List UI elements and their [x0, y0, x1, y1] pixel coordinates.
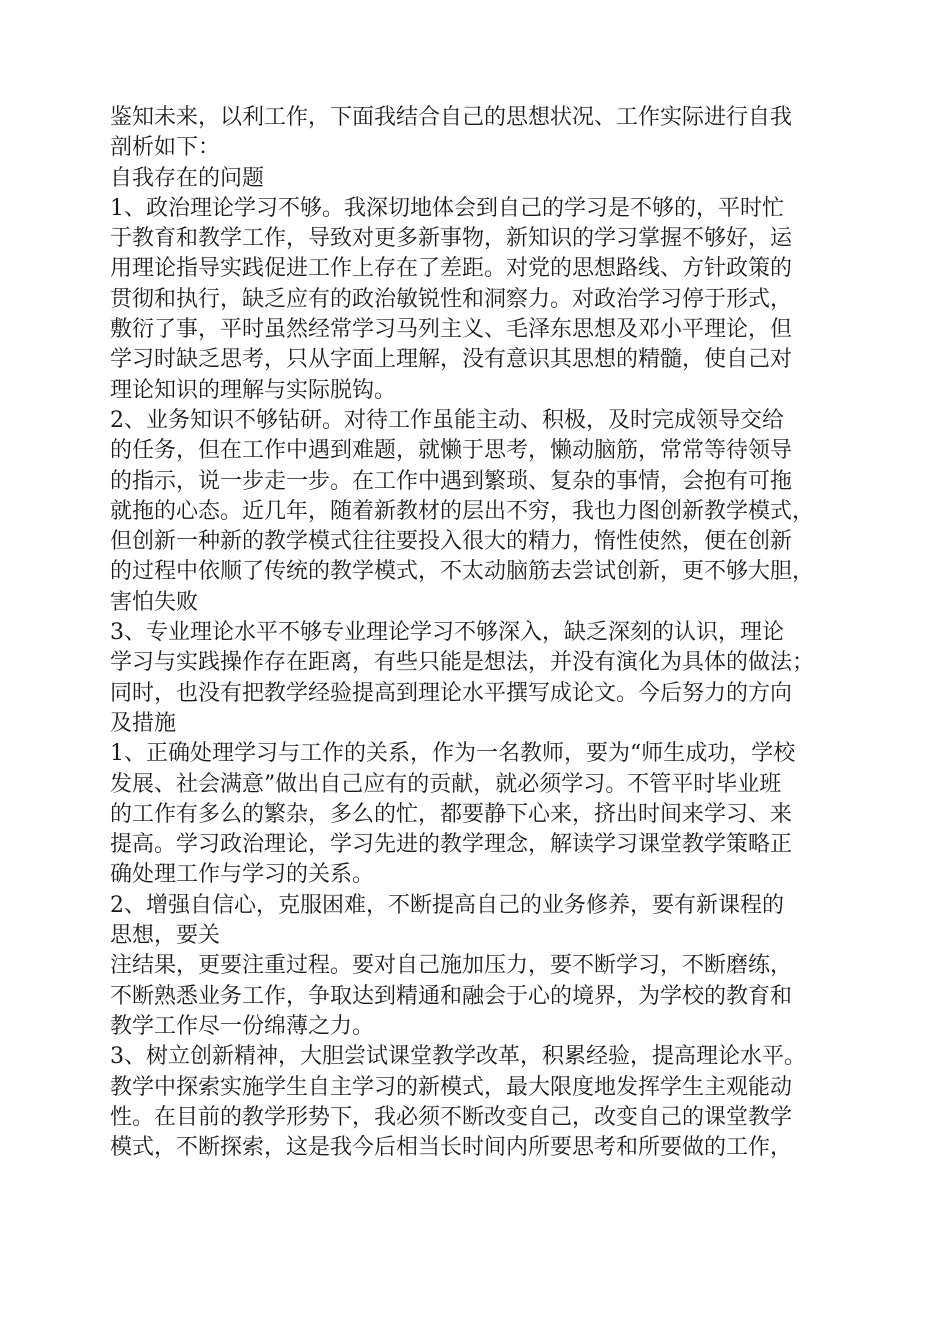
text-line: 理论知识的理解与实际脱钩。	[110, 377, 397, 403]
text-line: 教学工作尽一份绵薄之力。	[110, 1013, 375, 1039]
text-line: 思想，要关	[110, 923, 221, 949]
text-line: 教学中探索实施学生自主学习的新模式，最大限度地发挥学生主观能动	[110, 1074, 793, 1100]
text-line: 模式，不断探索，这是我今后相当长时间内所要思考和所要做的工作，	[110, 1135, 793, 1161]
text-line: 贯彻和执行，缺乏应有的政治敏锐性和洞察力。对政治学习停于形式，	[110, 286, 793, 312]
text-line: 学习时缺乏思考，只从字面上理解，没有意识其思想的精髓，使自己对	[110, 347, 793, 373]
text-line: 确处理工作与学习的关系。	[110, 862, 375, 888]
text-line: 的过程中依顺了传统的教学模式，不太动脑筋去尝试创新，更不够大胆，	[110, 559, 815, 585]
text-line: 的指示，说一步走一步。在工作中遇到繁琐、复杂的事情，会抱有可拖	[110, 468, 793, 494]
text-line: 2、业务知识不够钻研。对待工作虽能主动、积极，及时完成领导交给	[110, 407, 784, 433]
text-line: 3、树立创新精神，大胆尝试课堂教学改革，积累经验，提高理论水平。	[110, 1044, 806, 1070]
text-line: 同时，也没有把教学经验提高到理论水平撰写成论文。今后努力的方向	[110, 680, 793, 706]
document-body	[110, 103, 845, 1163]
text-line: 学习与实践操作存在距离，有些只能是想法，并没有演化为具体的做法；	[110, 650, 815, 676]
section-heading: 自我存在的问题	[110, 165, 265, 191]
text-line: 的任务，但在工作中遇到难题，就懒于思考，懒动脑筋，常常等待领导	[110, 438, 793, 464]
text-line: 于教育和教学工作，导致对更多新事物，新知识的学习掌握不够好，运	[110, 226, 793, 252]
text-line: 1、正确处理学习与工作的关系，作为一名教师，要为“师生成功，学校	[110, 741, 796, 767]
text-line: 敷衍了事，平时虽然经常学习马列主义、毛泽东思想及邓小平理论，但	[110, 317, 793, 343]
text-line: 3、专业理论水平不够专业理论学习不够深入，缺乏深刻的认识，理论	[110, 620, 784, 646]
text-line: 就拖的心态。近几年，随着新教材的层出不穷，我也力图创新教学模式，	[110, 498, 815, 524]
text-line: 性。在目前的教学形势下，我必须不断改变自己，改变自己的课堂教学	[110, 1104, 793, 1130]
text-line: 鉴知未来，以利工作，下面我结合自己的思想状况、工作实际进行自我	[110, 105, 793, 130]
text-line: 的工作有多么的繁杂，多么的忙，都要静下心来，挤出时间来学习、来	[110, 801, 793, 827]
text-line: 但创新一种新的教学模式往往要投入很大的精力，惰性使然，便在创新	[110, 529, 793, 555]
text-line: 用理论指导实践促进工作上存在了差距。对党的思想路线、方针政策的	[110, 256, 793, 282]
text-line: 提高。学习政治理论，学习先进的教学理念，解读学习课堂教学策略正	[110, 832, 793, 858]
text-line: 2、增强自信心，克服困难，不断提高自己的业务修养，要有新课程的	[110, 892, 784, 918]
text-line: 害怕失败	[110, 589, 199, 615]
text-line: 发展、社会满意”做出自己应有的贡献，就必须学习。不管平时毕业班	[110, 771, 782, 797]
text-line: 剖析如下：	[110, 135, 221, 161]
section-heading: 及措施	[110, 710, 177, 736]
text-line: 1、政治理论学习不够。我深切地体会到自己的学习是不够的，平时忙	[110, 195, 784, 221]
text-line: 注结果，更要注重过程。要对自己施加压力，要不断学习，不断磨练，	[110, 953, 793, 979]
text-line: 不断熟悉业务工作，争取达到精通和融会于心的境界，为学校的教育和	[110, 983, 793, 1009]
